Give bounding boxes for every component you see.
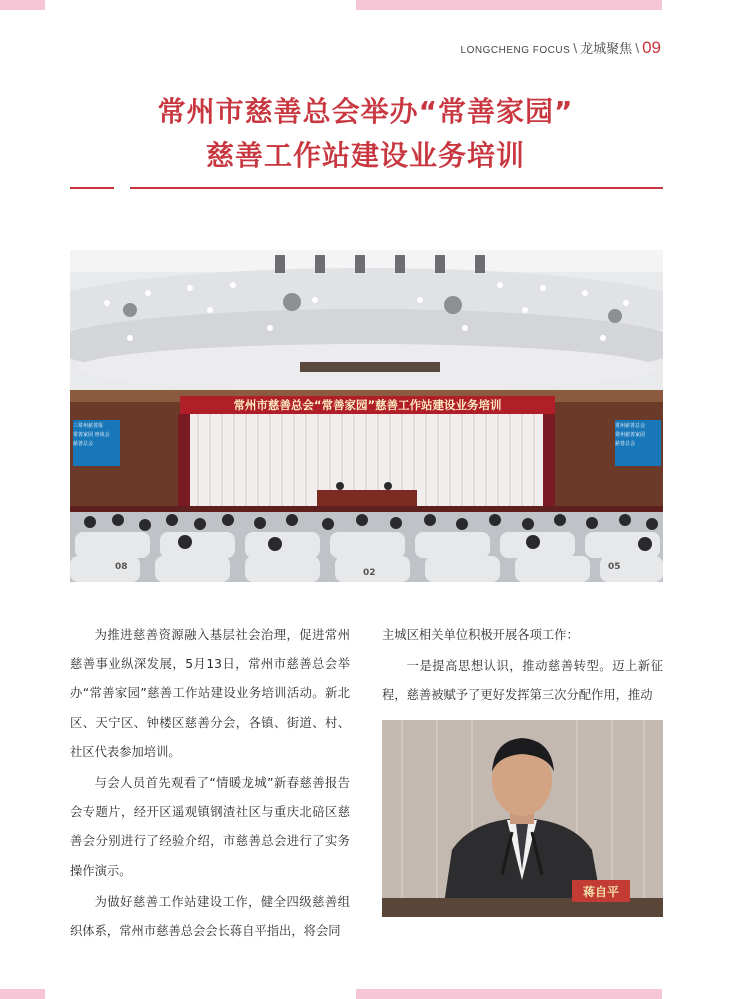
right-screen-line: 慈善总会: [615, 441, 636, 447]
title-rule-short: [70, 187, 114, 189]
bottom-left-pink-bar: [0, 989, 45, 999]
running-header: [461, 38, 661, 58]
body-column-right: [382, 621, 663, 711]
section-name-en: LONGCHENG FOCUS: [460, 45, 571, 56]
right-screen-line: 常州慈善总会: [615, 423, 646, 429]
paragraph-4: 一是提高思想认识，推动慈善转型。迈上新征程，慈善被赋予了更好发挥第三次分配作用，推动: [382, 659, 663, 703]
left-screen-line: 常善家园 座谈会: [73, 432, 110, 438]
title-rule-long: [130, 187, 663, 189]
title-line-2: 慈善工作站建设业务培训: [205, 139, 525, 172]
paragraph-3-continued: 主城区相关单位积极开展各项工作：: [382, 628, 579, 642]
seat-number: 05: [608, 562, 621, 572]
left-screen: [73, 422, 120, 464]
paragraph-2: 与会人员首先观看了“情暖龙城”新春慈善报告会专题片，经开区遥观镇钢渣社区与重庆北碚区慈善会分别进行了经验介绍，市慈善总会进行了实务操作演示。: [70, 776, 350, 878]
right-screen-line: 常州慈善家园: [615, 432, 646, 438]
header-separator: \: [573, 40, 578, 56]
speaker-nameplate: 蒋自平: [582, 885, 619, 899]
left-screen-line: 慈善总会: [73, 441, 94, 447]
top-right-pink-bar: [356, 0, 662, 10]
paragraph-1: 为推进慈善资源融入基层社会治理，促进常州慈善事业纵深发展，5月13日，常州市慈善总会举办“常善家园”慈善工作站建设业务培训活动。新北区、天宁区、钟楼区慈善分会，各镇、街道、村、社区代表参加培训。: [70, 628, 350, 759]
article-title: [0, 90, 731, 178]
paragraph-3: 为做好慈善工作站建设工作，健全四级慈善组织体系，常州市慈善总会会长蒋自平指出，将会同: [70, 894, 350, 939]
header-separator: \: [635, 40, 640, 56]
right-screen: [615, 422, 661, 464]
left-screen-line: 三常州慈善报: [73, 423, 104, 429]
seat-number: 08: [115, 562, 128, 572]
conference-hall-photo: [70, 250, 663, 582]
seat-number: 02: [363, 568, 376, 578]
page-number: 09: [642, 38, 661, 57]
bottom-right-pink-bar: [356, 989, 662, 999]
speaker-photo: [382, 720, 663, 917]
section-name-cn: 龙城聚焦: [580, 42, 633, 57]
stage-banner-text: 常州市慈善总会“常善家园”慈善工作站建设业务培训: [233, 398, 502, 412]
body-column-left: [70, 621, 350, 946]
top-left-pink-bar: [0, 0, 45, 10]
title-line-1: 常州市慈善总会举办“常善家园”: [157, 95, 574, 128]
